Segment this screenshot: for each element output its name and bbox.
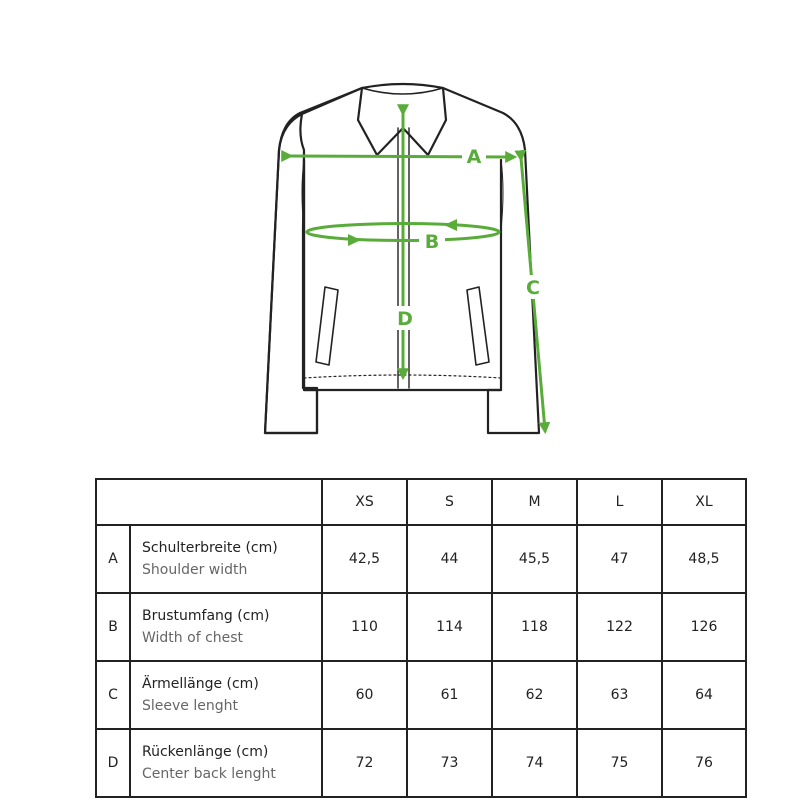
value-cell: 61 [407,661,492,729]
label-d: D [397,308,413,330]
value-cell: 48,5 [662,525,746,593]
label-a: A [466,146,482,168]
left-pocket [316,287,338,365]
value-cell: 60 [322,661,407,729]
measure-name-en: Width of chest [142,630,244,646]
table-row [96,729,746,797]
value-cell: 62 [492,661,577,729]
right-sleeve [443,88,539,433]
row-letter: A [96,525,130,593]
measure-name-en: Shoulder width [142,562,248,578]
value-cell: 44 [407,525,492,593]
measure-name-de: Ärmellänge (cm) [142,676,259,692]
header-empty-cell [96,479,322,525]
value-cell: 74 [492,729,577,797]
table-row [96,525,746,593]
row-description [130,525,322,593]
value-cell: 72 [322,729,407,797]
value-cell: 118 [492,593,577,661]
measure-name-de: Brustumfang (cm) [142,608,270,624]
measure-name-en: Center back lenght [142,766,276,782]
row-description [130,661,322,729]
size-header-m: M [492,479,577,525]
label-b: B [424,231,440,253]
value-cell: 75 [577,729,662,797]
measure-name-de: Rückenlänge (cm) [142,744,269,760]
table-header-row [96,479,746,525]
measure-name-en: Sleeve lenght [142,698,238,714]
value-cell: 73 [407,729,492,797]
dimension-b-arrowhead-back [444,219,457,231]
value-cell: 126 [662,593,746,661]
value-cell: 76 [662,729,746,797]
row-description [130,593,322,661]
value-cell: 42,5 [322,525,407,593]
dimension-b-arrowhead-front [348,234,361,246]
value-cell: 64 [662,661,746,729]
table-row [96,593,746,661]
size-header-xs: XS [322,479,407,525]
measurement-indicators [289,112,545,430]
right-pocket [467,287,489,365]
size-header-xl: XL [662,479,746,525]
table-row [96,661,746,729]
value-cell: 110 [322,593,407,661]
left-sleeve [265,113,317,433]
size-header-l: L [577,479,662,525]
size-chart-table [95,478,747,798]
size-header-s: S [407,479,492,525]
row-description [130,729,322,797]
row-letter: D [96,729,130,797]
measure-name-de: Schulterbreite (cm) [142,540,278,556]
label-c: C [526,277,540,299]
value-cell: 63 [577,661,662,729]
value-cell: 45,5 [492,525,577,593]
value-cell: 47 [577,525,662,593]
value-cell: 114 [407,593,492,661]
value-cell: 122 [577,593,662,661]
row-letter: B [96,593,130,661]
row-letter: C [96,661,130,729]
